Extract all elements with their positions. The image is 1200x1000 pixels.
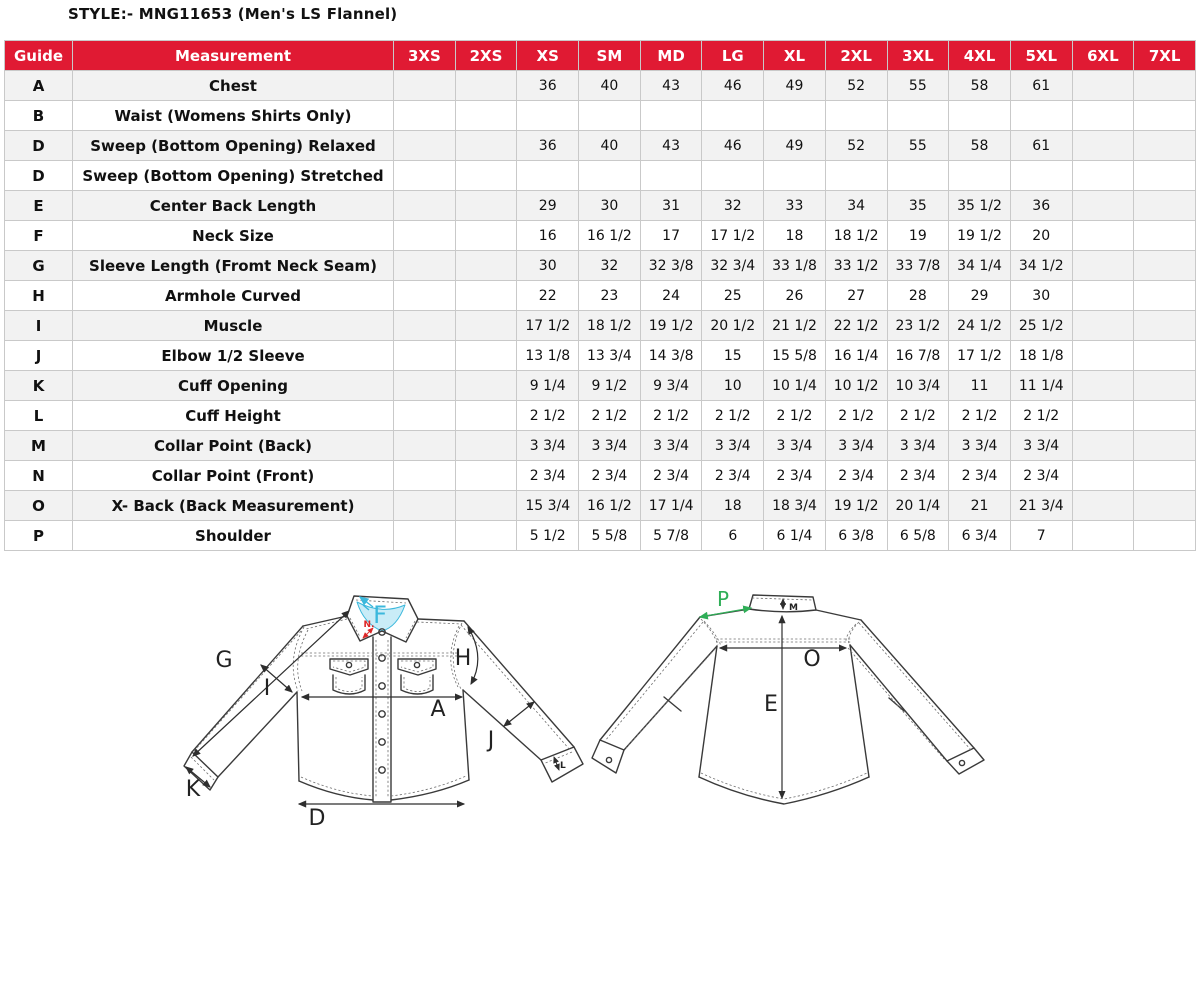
table-row <box>5 341 1196 371</box>
size-value-cell: 9 1/2 <box>579 371 641 401</box>
size-value-cell <box>394 371 456 401</box>
size-value-cell <box>455 461 517 491</box>
size-value-cell: 2 3/4 <box>1010 461 1072 491</box>
size-value-cell: 5 7/8 <box>640 521 702 551</box>
size-value-cell <box>887 101 949 131</box>
size-value-cell: 17 <box>640 221 702 251</box>
size-value-cell: 35 <box>887 191 949 221</box>
size-value-cell: 21 3/4 <box>1010 491 1072 521</box>
size-value-cell: 20 1/4 <box>887 491 949 521</box>
size-value-cell <box>455 191 517 221</box>
size-value-cell: 11 <box>949 371 1011 401</box>
size-value-cell <box>455 521 517 551</box>
size-value-cell: 28 <box>887 281 949 311</box>
size-value-cell <box>1134 281 1196 311</box>
column-header-size-lg: LG <box>702 41 764 71</box>
size-value-cell: 17 1/2 <box>517 311 579 341</box>
size-value-cell <box>394 191 456 221</box>
size-value-cell: 23 1/2 <box>887 311 949 341</box>
table-row <box>5 491 1196 521</box>
page-title: STYLE:- MNG11653 (Men's LS Flannel) <box>68 5 398 23</box>
size-value-cell: 49 <box>764 131 826 161</box>
size-value-cell: 2 3/4 <box>579 461 641 491</box>
size-value-cell <box>1134 131 1196 161</box>
label-d: D <box>308 806 326 831</box>
size-value-cell: 5 1/2 <box>517 521 579 551</box>
size-value-cell <box>517 101 579 131</box>
table-row <box>5 131 1196 161</box>
size-value-cell: 13 1/8 <box>517 341 579 371</box>
table-row <box>5 371 1196 401</box>
size-value-cell: 19 1/2 <box>825 491 887 521</box>
size-value-cell: 32 3/4 <box>702 251 764 281</box>
column-header-size-2xl: 2XL <box>825 41 887 71</box>
size-value-cell <box>455 221 517 251</box>
size-value-cell <box>825 101 887 131</box>
measurement-cell: Waist (Womens Shirts Only) <box>73 101 394 131</box>
measurement-cell: Muscle <box>73 311 394 341</box>
size-value-cell <box>1134 71 1196 101</box>
guide-cell: D <box>5 131 73 161</box>
size-value-cell: 14 3/8 <box>640 341 702 371</box>
size-value-cell: 46 <box>702 131 764 161</box>
size-value-cell: 52 <box>825 71 887 101</box>
arrow-g-sleeve-length <box>193 611 349 756</box>
measurement-cell: Armhole Curved <box>73 281 394 311</box>
measurement-cell: Cuff Height <box>73 401 394 431</box>
table-header-row <box>5 41 1196 71</box>
guide-cell: P <box>5 521 73 551</box>
table-row <box>5 221 1196 251</box>
size-value-cell: 3 3/4 <box>949 431 1011 461</box>
size-value-cell <box>394 131 456 161</box>
size-value-cell: 22 <box>517 281 579 311</box>
table-body <box>5 71 1196 551</box>
table-row <box>5 311 1196 341</box>
size-value-cell: 21 1/2 <box>764 311 826 341</box>
measurement-cell: Collar Point (Back) <box>73 431 394 461</box>
column-header-size-xl: XL <box>764 41 826 71</box>
size-value-cell: 3 3/4 <box>764 431 826 461</box>
size-value-cell: 10 <box>702 371 764 401</box>
size-value-cell: 2 1/2 <box>887 401 949 431</box>
size-value-cell <box>825 161 887 191</box>
size-value-cell <box>455 251 517 281</box>
size-value-cell: 3 3/4 <box>517 431 579 461</box>
size-value-cell <box>394 71 456 101</box>
front-shirt-diagram <box>160 580 610 848</box>
measurement-cell: Chest <box>73 71 394 101</box>
size-value-cell: 24 <box>640 281 702 311</box>
table-row <box>5 401 1196 431</box>
measurement-cell: Sleeve Length (Fromt Neck Seam) <box>73 251 394 281</box>
size-value-cell: 2 1/2 <box>949 401 1011 431</box>
size-value-cell: 18 1/2 <box>579 311 641 341</box>
size-value-cell: 16 1/4 <box>825 341 887 371</box>
size-value-cell <box>949 101 1011 131</box>
label-i: I <box>263 676 271 701</box>
size-value-cell: 6 3/4 <box>949 521 1011 551</box>
size-value-cell: 16 7/8 <box>887 341 949 371</box>
size-value-cell: 2 1/2 <box>517 401 579 431</box>
table-row <box>5 281 1196 311</box>
size-value-cell: 9 3/4 <box>640 371 702 401</box>
size-chart-table <box>4 40 1196 551</box>
size-value-cell <box>1134 161 1196 191</box>
size-value-cell: 2 3/4 <box>949 461 1011 491</box>
measurement-cell: X- Back (Back Measurement) <box>73 491 394 521</box>
size-value-cell <box>887 161 949 191</box>
guide-cell: N <box>5 461 73 491</box>
size-value-cell: 16 1/2 <box>579 221 641 251</box>
size-value-cell: 16 <box>517 221 579 251</box>
size-value-cell: 18 3/4 <box>764 491 826 521</box>
label-n: N. <box>363 620 375 630</box>
measurement-cell: Sweep (Bottom Opening) Stretched <box>73 161 394 191</box>
measurement-cell: Cuff Opening <box>73 371 394 401</box>
size-value-cell <box>1072 341 1134 371</box>
size-value-cell: 2 3/4 <box>640 461 702 491</box>
size-value-cell <box>455 431 517 461</box>
size-value-cell <box>1134 521 1196 551</box>
label-k: K <box>185 777 201 802</box>
size-value-cell <box>1072 221 1134 251</box>
size-value-cell: 29 <box>949 281 1011 311</box>
size-value-cell: 16 1/2 <box>579 491 641 521</box>
size-value-cell <box>1072 401 1134 431</box>
size-value-cell <box>1010 101 1072 131</box>
column-header-guide: Guide <box>5 41 73 71</box>
size-value-cell: 7 <box>1010 521 1072 551</box>
column-header-measurement: Measurement <box>73 41 394 71</box>
label-f: F <box>373 601 387 629</box>
size-value-cell <box>455 401 517 431</box>
size-value-cell <box>394 401 456 431</box>
size-value-cell: 3 3/4 <box>640 431 702 461</box>
size-value-cell: 20 1/2 <box>702 311 764 341</box>
size-value-cell: 34 1/4 <box>949 251 1011 281</box>
table-row <box>5 191 1196 221</box>
size-value-cell: 33 7/8 <box>887 251 949 281</box>
size-value-cell <box>1134 101 1196 131</box>
size-value-cell: 55 <box>887 71 949 101</box>
measurement-cell: Collar Point (Front) <box>73 461 394 491</box>
table-row <box>5 101 1196 131</box>
size-value-cell <box>640 101 702 131</box>
size-value-cell: 21 <box>949 491 1011 521</box>
size-value-cell: 15 5/8 <box>764 341 826 371</box>
measurement-cell: Center Back Length <box>73 191 394 221</box>
size-value-cell: 2 3/4 <box>702 461 764 491</box>
size-value-cell: 40 <box>579 131 641 161</box>
size-value-cell: 35 1/2 <box>949 191 1011 221</box>
label-j: J <box>487 728 495 753</box>
guide-cell: D <box>5 161 73 191</box>
size-value-cell <box>1072 521 1134 551</box>
guide-cell: L <box>5 401 73 431</box>
guide-cell: O <box>5 491 73 521</box>
size-value-cell: 52 <box>825 131 887 161</box>
size-value-cell <box>1072 251 1134 281</box>
size-value-cell <box>702 161 764 191</box>
guide-cell: H <box>5 281 73 311</box>
label-m: M <box>789 603 798 613</box>
size-value-cell <box>455 131 517 161</box>
size-value-cell <box>1072 191 1134 221</box>
size-value-cell: 3 3/4 <box>702 431 764 461</box>
size-value-cell <box>1134 311 1196 341</box>
size-value-cell: 33 <box>764 191 826 221</box>
size-value-cell: 46 <box>702 71 764 101</box>
size-value-cell <box>579 161 641 191</box>
size-value-cell <box>394 281 456 311</box>
size-value-cell <box>1134 341 1196 371</box>
size-value-cell: 19 1/2 <box>640 311 702 341</box>
guide-cell: E <box>5 191 73 221</box>
size-value-cell: 55 <box>887 131 949 161</box>
label-o: O <box>803 647 821 672</box>
column-header-size-sm: SM <box>579 41 641 71</box>
column-header-size-5xl: 5XL <box>1010 41 1072 71</box>
arrow-j-elbow <box>504 702 534 726</box>
size-value-cell <box>1134 221 1196 251</box>
size-value-cell: 61 <box>1010 71 1072 101</box>
size-value-cell: 25 1/2 <box>1010 311 1072 341</box>
size-value-cell: 10 1/2 <box>825 371 887 401</box>
size-value-cell: 6 <box>702 521 764 551</box>
back-shirt-diagram <box>590 580 1030 840</box>
size-value-cell <box>1134 491 1196 521</box>
size-value-cell <box>1134 401 1196 431</box>
column-header-size-2xs: 2XS <box>455 41 517 71</box>
column-header-size-3xs: 3XS <box>394 41 456 71</box>
size-value-cell <box>394 461 456 491</box>
size-value-cell <box>394 431 456 461</box>
size-value-cell <box>640 161 702 191</box>
size-value-cell <box>1072 491 1134 521</box>
guide-cell: A <box>5 71 73 101</box>
guide-cell: K <box>5 371 73 401</box>
size-value-cell: 2 3/4 <box>517 461 579 491</box>
size-value-cell: 58 <box>949 131 1011 161</box>
size-value-cell <box>1134 251 1196 281</box>
size-value-cell: 6 3/8 <box>825 521 887 551</box>
size-value-cell <box>1072 461 1134 491</box>
size-value-cell: 15 <box>702 341 764 371</box>
size-value-cell <box>579 101 641 131</box>
size-value-cell <box>394 491 456 521</box>
size-value-cell <box>517 161 579 191</box>
measurement-cell: Shoulder <box>73 521 394 551</box>
size-value-cell: 3 3/4 <box>579 431 641 461</box>
back-shirt-outline <box>592 595 984 804</box>
table-row <box>5 431 1196 461</box>
size-value-cell <box>1134 371 1196 401</box>
table-row <box>5 71 1196 101</box>
guide-cell: B <box>5 101 73 131</box>
table-row <box>5 161 1196 191</box>
size-value-cell: 22 1/2 <box>825 311 887 341</box>
size-value-cell <box>1072 431 1134 461</box>
size-value-cell: 18 <box>702 491 764 521</box>
size-value-cell: 25 <box>702 281 764 311</box>
size-value-cell: 30 <box>1010 281 1072 311</box>
size-value-cell: 2 1/2 <box>640 401 702 431</box>
size-value-cell: 26 <box>764 281 826 311</box>
column-header-size-md: MD <box>640 41 702 71</box>
size-value-cell: 5 5/8 <box>579 521 641 551</box>
size-value-cell: 2 1/2 <box>825 401 887 431</box>
size-value-cell: 31 <box>640 191 702 221</box>
table-row <box>5 251 1196 281</box>
size-value-cell: 9 1/4 <box>517 371 579 401</box>
size-value-cell: 3 3/4 <box>825 431 887 461</box>
size-value-cell: 43 <box>640 131 702 161</box>
size-value-cell: 58 <box>949 71 1011 101</box>
size-value-cell: 30 <box>517 251 579 281</box>
size-value-cell: 2 1/2 <box>1010 401 1072 431</box>
size-value-cell: 40 <box>579 71 641 101</box>
size-value-cell <box>455 341 517 371</box>
size-value-cell <box>1072 371 1134 401</box>
size-value-cell: 3 3/4 <box>1010 431 1072 461</box>
size-value-cell <box>1072 311 1134 341</box>
size-value-cell <box>1134 431 1196 461</box>
size-value-cell <box>394 101 456 131</box>
size-value-cell: 30 <box>579 191 641 221</box>
size-value-cell: 10 3/4 <box>887 371 949 401</box>
size-value-cell: 2 1/2 <box>764 401 826 431</box>
size-value-cell: 36 <box>517 131 579 161</box>
size-value-cell <box>394 341 456 371</box>
size-value-cell <box>949 161 1011 191</box>
size-value-cell <box>455 281 517 311</box>
size-value-cell: 19 1/2 <box>949 221 1011 251</box>
size-value-cell: 2 1/2 <box>702 401 764 431</box>
size-value-cell: 18 1/8 <box>1010 341 1072 371</box>
label-a: A <box>430 697 446 722</box>
measurement-cell: Sweep (Bottom Opening) Relaxed <box>73 131 394 161</box>
size-value-cell <box>702 101 764 131</box>
size-value-cell: 17 1/4 <box>640 491 702 521</box>
size-value-cell: 61 <box>1010 131 1072 161</box>
size-value-cell: 18 1/2 <box>825 221 887 251</box>
size-value-cell: 13 3/4 <box>579 341 641 371</box>
size-value-cell: 32 <box>702 191 764 221</box>
size-value-cell: 36 <box>1010 191 1072 221</box>
size-value-cell: 3 3/4 <box>887 431 949 461</box>
label-l: L <box>560 761 566 771</box>
size-value-cell: 33 1/2 <box>825 251 887 281</box>
size-value-cell: 17 1/2 <box>949 341 1011 371</box>
guide-cell: I <box>5 311 73 341</box>
size-value-cell: 2 3/4 <box>825 461 887 491</box>
size-value-cell <box>1134 191 1196 221</box>
size-value-cell: 6 1/4 <box>764 521 826 551</box>
column-header-size-4xl: 4XL <box>949 41 1011 71</box>
size-value-cell <box>394 521 456 551</box>
column-header-size-6xl: 6XL <box>1072 41 1134 71</box>
column-header-size-xs: XS <box>517 41 579 71</box>
size-value-cell: 32 <box>579 251 641 281</box>
size-value-cell <box>455 71 517 101</box>
size-value-cell <box>764 101 826 131</box>
size-value-cell: 2 3/4 <box>764 461 826 491</box>
size-value-cell <box>1072 281 1134 311</box>
size-value-cell <box>764 161 826 191</box>
size-value-cell: 49 <box>764 71 826 101</box>
size-value-cell <box>455 311 517 341</box>
size-value-cell <box>1072 131 1134 161</box>
arrow-l-cuff-height <box>554 757 559 770</box>
size-value-cell <box>455 101 517 131</box>
size-value-cell: 34 <box>825 191 887 221</box>
label-p: P <box>716 587 730 611</box>
guide-cell: G <box>5 251 73 281</box>
size-value-cell: 33 1/8 <box>764 251 826 281</box>
table-header <box>5 41 1196 71</box>
size-value-cell: 24 1/2 <box>949 311 1011 341</box>
size-value-cell: 6 5/8 <box>887 521 949 551</box>
size-value-cell <box>1072 101 1134 131</box>
size-value-cell <box>394 221 456 251</box>
column-header-size-7xl: 7XL <box>1134 41 1196 71</box>
size-value-cell: 23 <box>579 281 641 311</box>
size-value-cell: 10 1/4 <box>764 371 826 401</box>
size-value-cell <box>455 371 517 401</box>
size-value-cell: 17 1/2 <box>702 221 764 251</box>
label-g: G <box>215 648 233 673</box>
size-value-cell <box>455 491 517 521</box>
guide-cell: J <box>5 341 73 371</box>
measurement-cell: Neck Size <box>73 221 394 251</box>
size-value-cell <box>394 311 456 341</box>
size-value-cell <box>394 161 456 191</box>
size-value-cell <box>455 161 517 191</box>
table-row <box>5 521 1196 551</box>
label-h: H <box>454 646 472 671</box>
size-value-cell: 43 <box>640 71 702 101</box>
size-value-cell <box>1010 161 1072 191</box>
size-value-cell: 11 1/4 <box>1010 371 1072 401</box>
size-value-cell: 29 <box>517 191 579 221</box>
guide-cell: F <box>5 221 73 251</box>
size-value-cell: 19 <box>887 221 949 251</box>
measurement-cell: Elbow 1/2 Sleeve <box>73 341 394 371</box>
size-value-cell: 27 <box>825 281 887 311</box>
size-value-cell: 15 3/4 <box>517 491 579 521</box>
size-value-cell: 2 1/2 <box>579 401 641 431</box>
size-value-cell: 32 3/8 <box>640 251 702 281</box>
table-row <box>5 461 1196 491</box>
back-shirt-labels <box>717 587 821 717</box>
guide-cell: M <box>5 431 73 461</box>
size-value-cell <box>1072 71 1134 101</box>
size-value-cell <box>1072 161 1134 191</box>
size-value-cell: 2 3/4 <box>887 461 949 491</box>
size-value-cell: 36 <box>517 71 579 101</box>
back-shirt-stitching <box>605 598 971 799</box>
size-value-cell <box>1134 461 1196 491</box>
column-header-size-3xl: 3XL <box>887 41 949 71</box>
label-e: E <box>764 692 778 717</box>
size-value-cell: 18 <box>764 221 826 251</box>
size-value-cell: 20 <box>1010 221 1072 251</box>
size-value-cell <box>394 251 456 281</box>
size-value-cell: 34 1/2 <box>1010 251 1072 281</box>
